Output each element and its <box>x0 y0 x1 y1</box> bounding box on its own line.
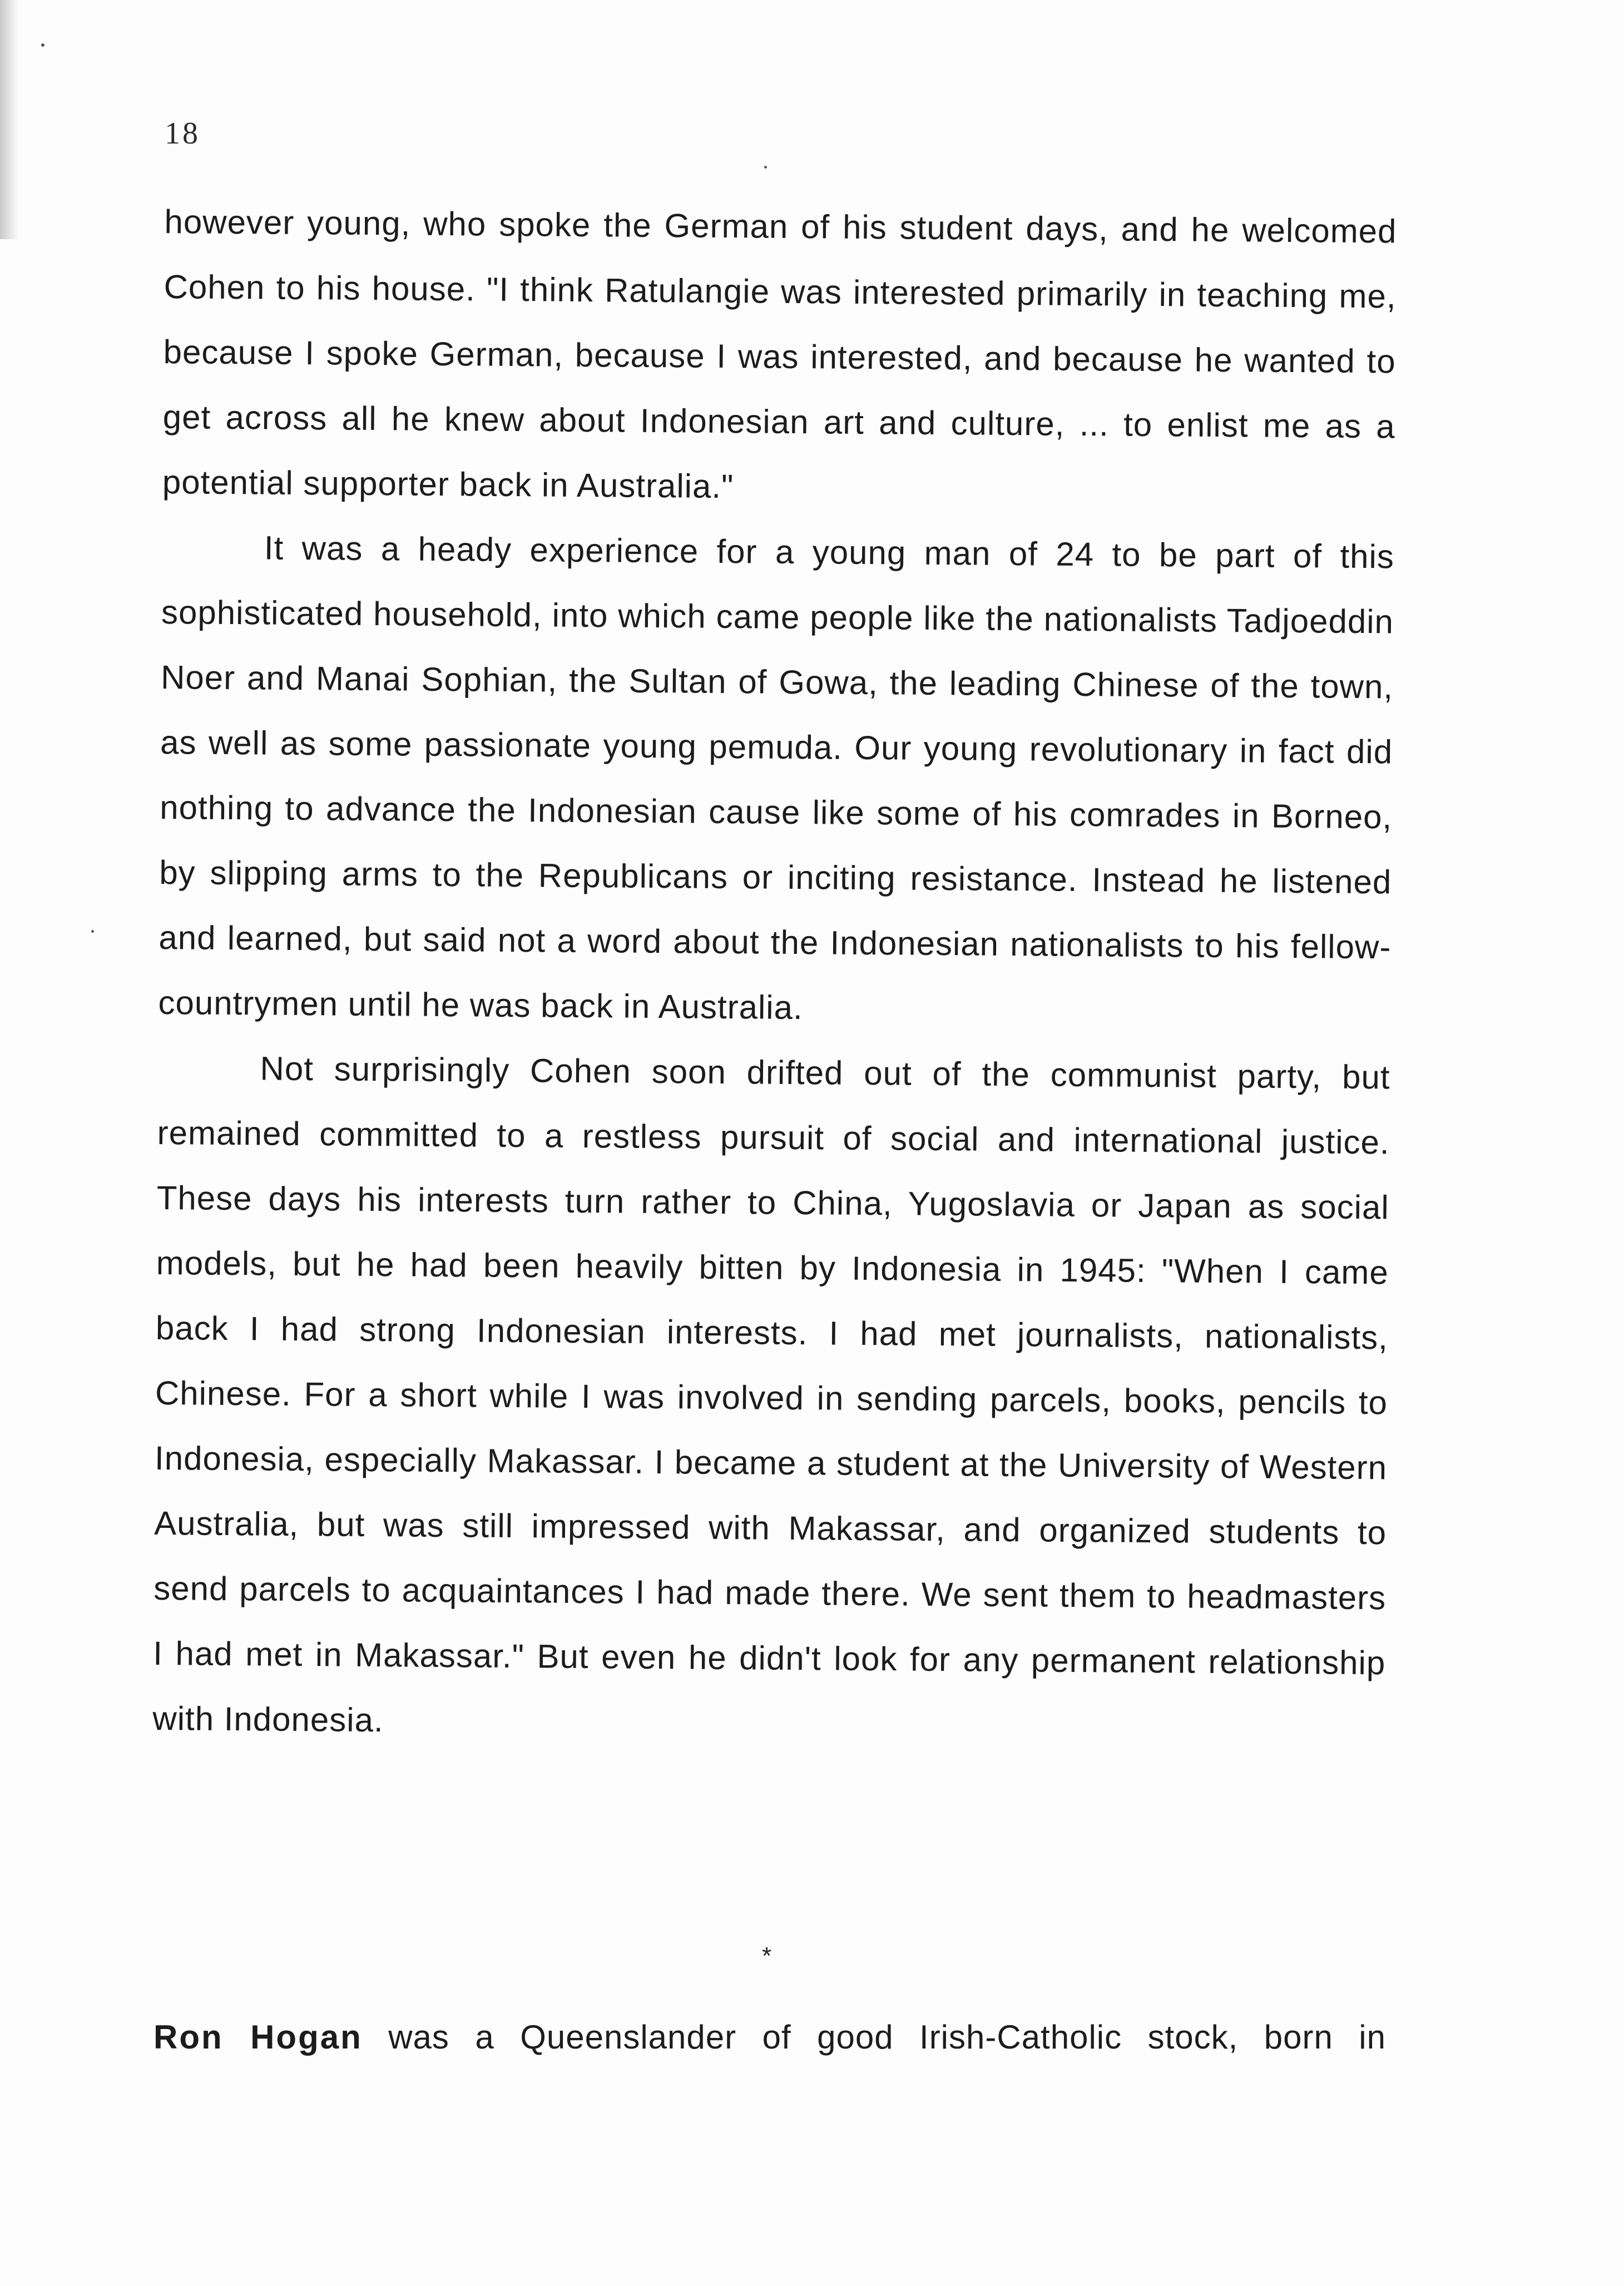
paragraph-1: however young, who spoke the German of his student days, and he welcomed Cohen to his house. "I think Ratulangie was interested primarily in teaching me, because I spoke German, because I was interested, and because he wanted to get across all he knew about Indonesian art and culture, ... to enlist me as a potential supporter back in Australia." <box>162 202 1397 506</box>
paragraph-2: It was a heady experience for a young man of 24 to be part of this sophisticated household, into which came people like the nationalists Tadjoeddin Noer and Manai Sophian, the Sultan of Gowa, the leading Chinese of the town, as well as some passionate young pemuda. Our young revolutionary in fact did nothing to advance the Indonesian cause like some of his comrades in Borneo, by slipping arms to the Republicans or inciting resistance. Instead he listened and learned, but said not a word about the Indonesian nationalists to his fellow-countrymen until he was back in Australia. <box>158 529 1395 1027</box>
section-subject-name: Ron Hogan <box>154 2018 363 2056</box>
paragraph-3: Not surprisingly Cohen soon drifted out of the communist party, but remained committed to a restless pursuit of social and international justice. These days his interests turn rather to China, Yugoslavia or Japan as social models, but he had been heavily bitten by Indonesia in 1945: "When I came back I had strong Indonesian interests. I had met journalists, nationalists, Chinese. For a short while I was involved in sending parcels, books, pencils to Indonesia, especially Makassar. I became a student at the University of Western Australia, but was still impressed with Makassar, and organized students to send parcels to acquaintances I had made there. We sent them to headmasters I had met in Makassar." But even he didn't look for any permanent relationship with Indonesia. <box>152 1050 1390 1739</box>
next-section-text: was a Queenslander of good Irish-Catholic stock, born in <box>362 2018 1387 2056</box>
page-number: 18 <box>165 116 200 151</box>
scan-speck <box>764 166 767 169</box>
body-text <box>152 189 1397 1760</box>
scan-edge-shadow <box>0 0 19 239</box>
section-separator: * <box>762 1942 772 1970</box>
scan-speck <box>41 43 44 47</box>
next-section-opening <box>154 2005 1386 2070</box>
scan-speck <box>91 930 94 933</box>
